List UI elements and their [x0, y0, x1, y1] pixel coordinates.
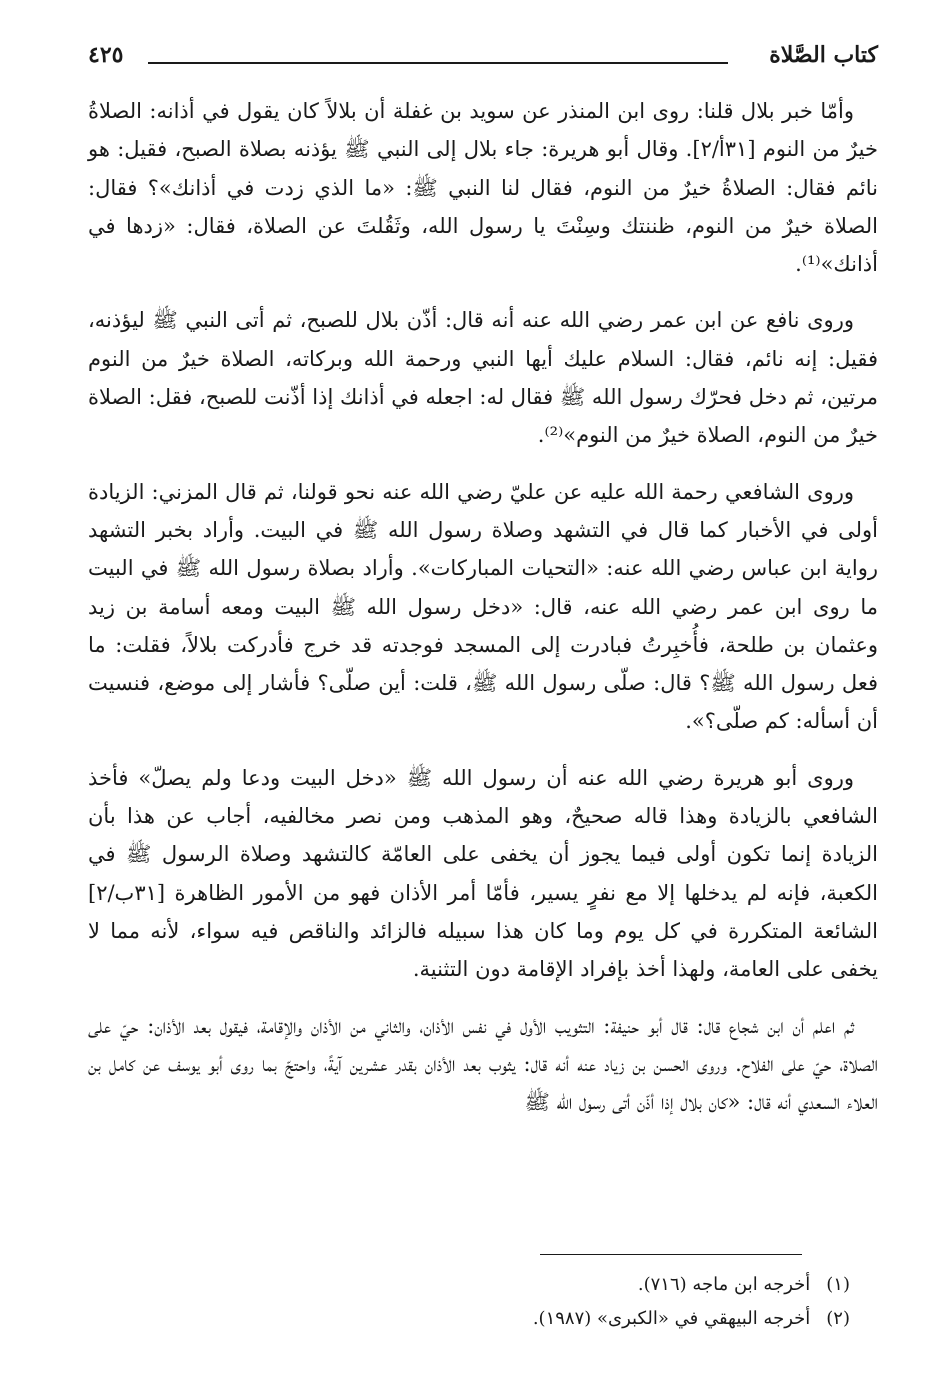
- header-rule: [148, 62, 728, 64]
- footnote-number: (١): [826, 1274, 850, 1295]
- main-text: [88, 92, 878, 1139]
- footnote-number: (٢): [826, 1308, 850, 1329]
- paragraph: وأمّا خبر بلال قلنا: روى ابن المنذر عن سويد بن غفلة أن بلالاً كان يقول في أذانه: الصلاةُ خيرٌ من النوم [٣١أ/٢]. وقال أبو هريرة: جاء بلال إلى النبي ﷺ يؤذنه بصلاة الصبح، فقيل: هو نائم فقال: الصلاةُ خيرٌ من النوم، فقال لنا النبي ﷺ: «ما الذي زدت في أذانك»؟ فقال: الصلاة خيرٌ من النوم، ظننتك وسِنْتَ يا رسول الله، وثَقُلتَ عن الصلاة، فقال: «زدها في أذانك»⁽¹⁾.: [88, 99, 879, 277]
- footnote: [150, 1302, 850, 1336]
- page-number: ٤٢٥: [88, 42, 124, 68]
- footnote-text: أخرجه البيهقي في «الكبرى» (١٩٨٧).: [532, 1308, 811, 1329]
- paragraph: ثم اعلم أن ابن شجاع قال: قال أبو حنيفة: التثويب الأول في نفس الأذان، والثاني من الأذان والإقامة، فيقول بعد الأذان: حيّ على الصلاة، حيّ على الفلاح. وروى الحسن بن زياد عنه أنه قال: يثوب بعد الأذان بقدر عشرين آيةً، واحتجّ بما روى أبو يوسف عن كامل بن العلاء السعدي أنه قال: «كان بلال إذا أذّن أتى رسول الله ﷺ: [88, 1013, 878, 1115]
- running-title: كتاب الصَّلاة: [769, 42, 878, 68]
- footnote: [150, 1268, 850, 1302]
- paragraph: وروى نافع عن ابن عمر رضي الله عنه أنه قال: أذّن بلال للصبح، ثم أتى النبي ﷺ ليؤذنه، فقيل: إنه نائم، فقال: السلام عليك أيها النبي ورحمة الله وبركاته، الصلاة خيرٌ من النوم مرتين، ثم دخل فحرّك رسول الله ﷺ فقال له: اجعله في أذانك إذا أذّنت للصبح، فقل: الصلاة خيرٌ من النوم، الصلاة خيرٌ من النوم»⁽²⁾.: [88, 308, 878, 448]
- footnotes: [150, 1268, 850, 1336]
- paragraph: وروى الشافعي رحمة الله عليه عن عليّ رضي الله عنه نحو قولنا، ثم قال المزني: الزيادة أولى في الأخبار كما قال في التشهد وصلاة رسول الله ﷺ في البيت. وأراد بخبر التشهد رواية ابن عباس رضي الله عنه: «التحيات المباركات». وأراد بصلاة رسول الله ﷺ في البيت ما روى ابن عمر رضي الله عنه، قال: «دخل رسول الله ﷺ البيت ومعه أسامة بن زيد وعثمان بن طلحة، فأُخبِرتُ فبادرت إلى المسجد فوجدته قد خرج فأدركت بلالاً، فقلت: ما فعل رسول الله ﷺ؟ قال: صلّى رسول الله ﷺ، قلت: أين صلّى؟ فأشار إلى موضع، فنسيت أن أسأله: كم صلّى؟».: [88, 479, 878, 734]
- page-header: [88, 40, 878, 80]
- footnote-separator: [540, 1254, 802, 1255]
- footnote-text: أخرجه ابن ماجه (٧١٦).: [637, 1274, 811, 1295]
- paragraph: وروى أبو هريرة رضي الله عنه أن رسول الله ﷺ «دخل البيت ودعا ولم يصلّ» فأخذ الشافعي بالزيادة وهذا قاله صحيحٌ، وهو المذهب ومن نصر مخالفيه، أجاب عن هذا بأن الزيادة إنما تكون أولى فيما يجوز أن يخفى على العامّة كالتشهد وصلاة الرسول ﷺ في الكعبة، فإنه لم يدخلها إلا مع نفرٍ يسير، فأمّا أمر الأذان فهو من الأمور الظاهرة [٣١ب/٢] الشائعة المتكررة في كل يوم وما كان هذا سبيله فالزائد والناقص فيه سواء، لأنه مما لا يخفى على العامة، ولهذا أخذ بإفراد الإقامة دون التثنية.: [88, 765, 878, 982]
